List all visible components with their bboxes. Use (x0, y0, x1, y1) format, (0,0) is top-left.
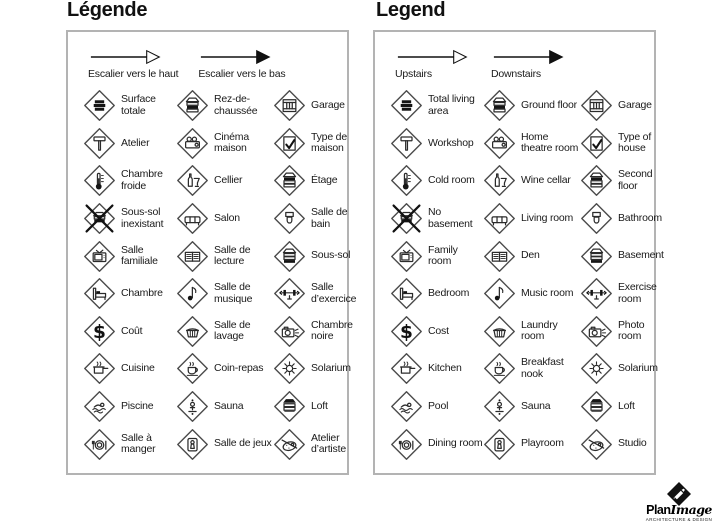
legend-item-cost (83, 315, 176, 348)
legend-item-label: Pool (428, 399, 449, 412)
legend-item-bedroom (390, 277, 483, 310)
legend-item-ground-floor (176, 89, 273, 122)
legend-item-loft (273, 390, 356, 423)
legend-item-label: Rez-de-chaussée (214, 93, 258, 117)
no-basement-icon (83, 202, 116, 235)
second-floor-icon (580, 164, 613, 197)
cold-room-icon (390, 164, 423, 197)
stairs-down-label: Downstairs (491, 68, 541, 80)
legend-item-exercise-room (580, 277, 664, 310)
legend-item-house-type (580, 127, 664, 160)
legend-item-photo-room (580, 315, 664, 348)
legend-item-label: Coin-repas (214, 362, 264, 375)
stairs-down-legend (491, 48, 567, 80)
stairs-up-arrow-icon (395, 48, 471, 66)
legend-item-label: Garage (618, 99, 652, 112)
legend-item-label: Salle de jeux (214, 437, 272, 450)
pool-icon (390, 390, 423, 423)
legend-item-pool (390, 390, 483, 423)
legend-item-home-theatre (176, 127, 273, 160)
legend-item-label: Laundry room (521, 318, 558, 343)
legend-item-bathroom (273, 202, 356, 235)
legend-item-label: Salle de lecture (214, 243, 251, 268)
legend-item-label: Dining room (428, 437, 483, 450)
loft-icon (273, 390, 306, 423)
legend-item-label: No basement (428, 206, 473, 230)
family-room-icon (390, 240, 423, 273)
legend-item-total-area (390, 89, 483, 122)
legend-item-label: Workshop (428, 136, 474, 149)
legend-item-workshop (390, 127, 483, 160)
planimage-tagline: ARCHITECTURE & DESIGN (645, 516, 713, 522)
legend-item-label: Chambre froide (121, 168, 163, 192)
legend-item-ground-floor (483, 89, 580, 122)
legend-item-label: Wine cellar (521, 174, 571, 187)
legend-item-label: Salle familiale (121, 243, 158, 268)
legend-item-label: Salle de lavage (214, 318, 251, 343)
legend-item-garage (273, 89, 356, 122)
legend-item-breakfast-nook (176, 352, 273, 385)
legend-item-solarium (580, 352, 664, 385)
cost-icon (83, 315, 116, 348)
legend-item-label: Piscine (121, 399, 154, 412)
loft-icon (580, 390, 613, 423)
brand-image: Image (670, 502, 712, 517)
legend-item-label: Salon (214, 211, 240, 224)
stairs-up-label: Upstairs (395, 68, 432, 80)
cost-icon (390, 315, 423, 348)
legend-item-exercise-room (273, 277, 356, 310)
legend-item-label: Basement (618, 249, 664, 262)
legend-title-en: Legend (376, 0, 446, 21)
legend-item-label: Salle de musique (214, 281, 253, 305)
studio-icon (580, 428, 613, 461)
legend-item-sauna (483, 390, 580, 423)
total-area-icon (390, 89, 423, 122)
legend-item-family-room (390, 240, 483, 273)
legend-item-basement (580, 240, 664, 273)
basement-icon (273, 240, 306, 273)
ground-floor-icon (176, 89, 209, 122)
living-room-icon (176, 202, 209, 235)
legend-item-pool (83, 390, 176, 423)
playroom-icon (483, 428, 516, 461)
legend-item-workshop (83, 127, 176, 160)
legend-item-bedroom (83, 277, 176, 310)
legend-item-label: Atelier d’artiste (311, 431, 346, 456)
legend-item-second-floor (273, 164, 356, 197)
family-room-icon (83, 240, 116, 273)
stairs-down-label: Escalier vers le bas (198, 68, 286, 80)
legend-item-label: Type de maison (311, 130, 347, 155)
legend-item-home-theatre (483, 127, 580, 160)
legend-title-fr: Légende (67, 0, 148, 21)
legend-items-en (390, 87, 664, 463)
legend-item-basement (273, 240, 356, 273)
legend-item-den (176, 240, 273, 273)
legend-item-label: Home theatre room (521, 130, 579, 155)
legend-item-kitchen (390, 352, 483, 385)
stairs-up-legend (88, 48, 178, 80)
legend-item-label: Salle d’exercice (311, 281, 357, 305)
house-type-icon (580, 127, 613, 160)
workshop-icon (390, 127, 423, 160)
planimage-brand (642, 504, 716, 517)
legend-item-second-floor (580, 164, 664, 197)
legend-item-playroom (483, 428, 580, 461)
legend-item-label: Salle à manger (121, 431, 156, 456)
kitchen-icon (390, 352, 423, 385)
legend-item-label: Solarium (618, 362, 658, 375)
legend-item-label: Breakfast nook (521, 356, 564, 380)
legend-item-label: Photo room (618, 318, 645, 343)
den-icon (176, 240, 209, 273)
workshop-icon (83, 127, 116, 160)
legend-item-studio (580, 428, 664, 461)
legend-item-loft (580, 390, 664, 423)
house-type-icon (273, 127, 306, 160)
legend-item-solarium (273, 352, 356, 385)
bathroom-icon (580, 202, 613, 235)
legend-item-label: Playroom (521, 437, 564, 450)
pool-icon (83, 390, 116, 423)
total-area-icon (83, 89, 116, 122)
solarium-icon (580, 352, 613, 385)
dining-room-icon (83, 428, 116, 461)
legend-item-label: Bedroom (428, 287, 470, 300)
living-room-icon (483, 202, 516, 235)
legend-item-cold-room (390, 164, 483, 197)
legend-item-label: Cinéma maison (214, 130, 249, 155)
legend-item-cost (390, 315, 483, 348)
legend-item-bathroom (580, 202, 664, 235)
bedroom-icon (83, 277, 116, 310)
legend-item-dining-room (83, 428, 176, 461)
legend-item-label: Total living area (428, 93, 475, 117)
legend-item-label: Cuisine (121, 362, 155, 375)
legend-item-label: Cost (428, 324, 449, 337)
photo-room-icon (580, 315, 613, 348)
legend-item-label: Studio (618, 437, 647, 450)
stairs-up-label: Escalier vers le haut (88, 68, 179, 80)
legend-item-label: Garage (311, 99, 345, 112)
legend-item-label: Living room (521, 211, 574, 224)
breakfast-nook-icon (483, 352, 516, 385)
legend-item-family-room (83, 240, 176, 273)
legend-item-kitchen (83, 352, 176, 385)
no-basement-icon (390, 202, 423, 235)
legend-item-playroom (176, 428, 273, 461)
legend-item-den (483, 240, 580, 273)
legend-item-label: Coût (121, 324, 143, 337)
legend-item-total-area (83, 89, 176, 122)
music-room-icon (483, 277, 516, 310)
stairs-down-arrow-icon (491, 48, 567, 66)
legend-item-label: Étage (311, 174, 338, 187)
stairs-down-legend (198, 48, 285, 80)
breakfast-nook-icon (176, 352, 209, 385)
cold-room-icon (83, 164, 116, 197)
legend-item-no-basement (83, 202, 176, 235)
legend-item-label: Den (521, 249, 540, 262)
dining-room-icon (390, 428, 423, 461)
bathroom-icon (273, 202, 306, 235)
legend-item-label: Bathroom (618, 211, 662, 224)
legend-item-label: Solarium (311, 362, 351, 375)
legend-item-photo-room (273, 315, 356, 348)
exercise-room-icon (580, 277, 613, 310)
sauna-icon (483, 390, 516, 423)
legend-item-no-basement (390, 202, 483, 235)
stairs-arrows-fr (88, 48, 347, 80)
second-floor-icon (273, 164, 306, 197)
home-theatre-icon (176, 127, 209, 160)
legend-item-label: Music room (521, 287, 574, 300)
solarium-icon (273, 352, 306, 385)
playroom-icon (176, 428, 209, 461)
sauna-icon (176, 390, 209, 423)
kitchen-icon (83, 352, 116, 385)
legend-item-laundry (483, 315, 580, 348)
legend-item-dining-room (390, 428, 483, 461)
laundry-icon (483, 315, 516, 348)
legend-item-label: Ground floor (521, 99, 577, 112)
legend-item-label: Cellier (214, 174, 243, 187)
legend-item-label: Chambre noire (311, 318, 353, 343)
legend-item-label: Family room (428, 243, 458, 268)
garage-icon (273, 89, 306, 122)
legend-item-sauna (176, 390, 273, 423)
home-theatre-icon (483, 127, 516, 160)
legend-item-label: Exercise room (618, 281, 657, 305)
legend-item-label: Loft (311, 399, 328, 412)
legend-item-label: Salle de bain (311, 206, 348, 230)
photo-room-icon (273, 315, 306, 348)
legend-panel-en (373, 30, 664, 475)
basement-icon (580, 240, 613, 273)
exercise-room-icon (273, 277, 306, 310)
den-icon (483, 240, 516, 273)
legend-item-living-room (176, 202, 273, 235)
legend-item-label: Surface totale (121, 93, 156, 117)
legend-item-cold-room (83, 164, 176, 197)
legend-item-studio (273, 428, 356, 461)
bedroom-icon (390, 277, 423, 310)
legend-item-label: Chambre (121, 287, 163, 300)
legend-item-music-room (483, 277, 580, 310)
garage-icon (580, 89, 613, 122)
brand-plan: Plan (646, 503, 671, 517)
legend-panel-fr (66, 30, 357, 475)
legend-item-music-room (176, 277, 273, 310)
legend-item-house-type (273, 127, 356, 160)
legend-item-label: Type of house (618, 130, 652, 155)
legend-item-label: Loft (618, 399, 635, 412)
laundry-icon (176, 315, 209, 348)
legend-item-laundry (176, 315, 273, 348)
stairs-down-arrow-icon (198, 48, 274, 66)
legend-items-fr (83, 87, 357, 463)
legend-item-wine-cellar (176, 164, 273, 197)
planimage-logo (642, 481, 716, 522)
legend-item-living-room (483, 202, 580, 235)
music-room-icon (176, 277, 209, 310)
legend-item-label: Sous-sol inexistant (121, 206, 164, 230)
legend-item-garage (580, 89, 664, 122)
wine-cellar-icon (176, 164, 209, 197)
legend-item-label: Atelier (121, 136, 150, 149)
stairs-up-legend (395, 48, 471, 80)
legend-item-label: Cold room (428, 174, 475, 187)
stairs-up-arrow-icon (88, 48, 164, 66)
ground-floor-icon (483, 89, 516, 122)
studio-icon (273, 428, 306, 461)
legend-item-label: Sauna (521, 399, 551, 412)
stairs-arrows-en (395, 48, 654, 80)
legend-item-label: Second floor (618, 168, 653, 192)
wine-cellar-icon (483, 164, 516, 197)
legend-item-label: Sauna (214, 399, 244, 412)
legend-item-label: Sous-sol (311, 249, 351, 262)
legend-item-label: Kitchen (428, 362, 462, 375)
legend-item-breakfast-nook (483, 352, 580, 385)
legend-item-wine-cellar (483, 164, 580, 197)
